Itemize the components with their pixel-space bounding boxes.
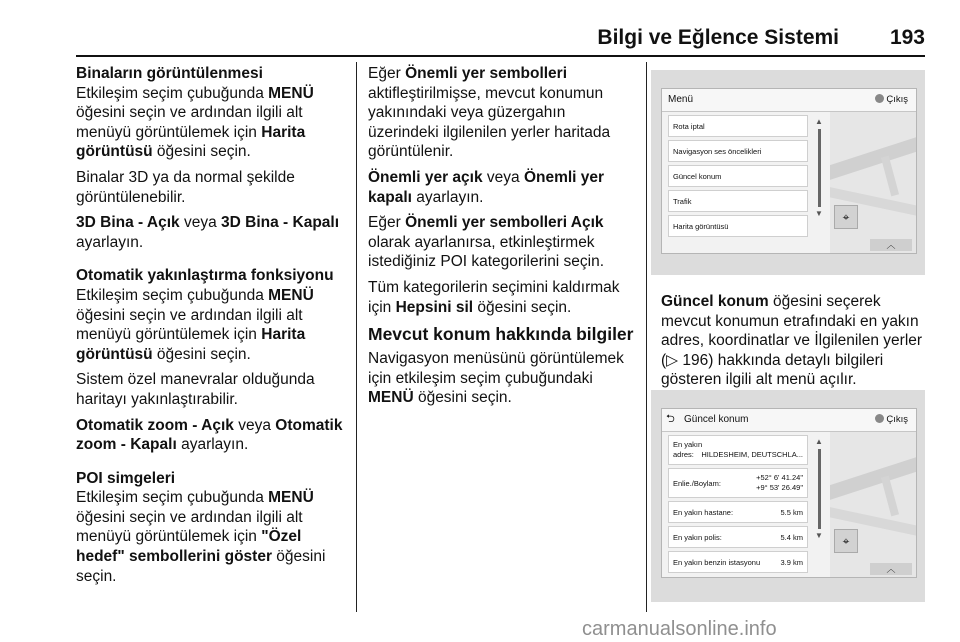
exit-icon: [875, 94, 884, 103]
scroll-thumb[interactable]: [818, 129, 821, 207]
list-item-police[interactable]: En yakın polis: 5.4 km: [668, 526, 808, 548]
paragraph: Güncel konum öğesini seçerek mevcut konumun etrafındaki en yakın adres, koordinatlar ve İlgilenilen yerler (▷ 196) hakkında detaylı bilgileri gösteren ilgili alt menü açılır.: [661, 293, 923, 389]
recenter-icon[interactable]: ⌖: [834, 205, 858, 229]
exit-icon: [875, 414, 884, 423]
screen-title-bar: [662, 409, 916, 432]
paragraph: Eğer Önemli yer sembolleri aktifleştirilmişse, mevcut konumun yakınındaki veya güzergahın üzerindeki ilgilenilen yerler haritada görüntülenir.: [368, 65, 611, 161]
back-icon[interactable]: ⮌: [666, 413, 675, 425]
paragraph: Önemli yer açık veya Önemli yer kapalı ayarlayın.: [368, 168, 605, 206]
watermark: carmanualsonline.info: [582, 618, 777, 640]
paragraph: Otomatik zoom - Açık veya Otomatik zoom - Kapalı ayarlayın.: [76, 416, 343, 454]
screen-title-bar: [662, 89, 916, 112]
column-divider-1: [356, 62, 357, 612]
menu-item-map-view[interactable]: Harita görüntüsü: [668, 215, 808, 237]
paragraph: Eğer Önemli yer sembolleri Açık olarak ayarlanırsa, etkinleştirmek istediğiniz POI kategorilerini seçin.: [368, 214, 605, 271]
paragraph: Navigasyon menüsünü görüntülemek için etkileşim seçim çubuğundaki MENÜ öğesini seçin.: [368, 350, 624, 407]
paragraph: 3D Bina - Açık veya 3D Bina - Kapalı ayarlayın.: [76, 214, 340, 251]
column-2: [368, 64, 636, 414]
scroll-down-icon[interactable]: ▼: [815, 209, 823, 218]
menu-item-voice-prefs[interactable]: Navigasyon ses öncelikleri: [668, 140, 808, 162]
scroll-down-icon[interactable]: ▼: [815, 531, 823, 541]
paragraph: Etkileşim seçim çubuğunda MENÜ öğesini seçin ve ardından ilgili alt menüyü görüntülemek için "Özel hedef" sembollerini göster öğesini seçin.: [76, 489, 326, 585]
page-number: 193: [889, 26, 925, 49]
chevron-up-icon[interactable]: ︿: [870, 239, 912, 251]
section-heading-autozoom: Otomatik yakınlaştırma fonksiyonu: [76, 267, 334, 285]
paragraph: Etkileşim seçim çubuğunda MENÜ öğesini seçin ve ardından ilgili alt menüyü görüntülemek için Harita görüntüsü öğesini seçin.: [76, 84, 314, 161]
screen-title: Güncel konum: [684, 414, 749, 425]
scrollbar[interactable]: [814, 437, 824, 571]
paragraph: Sistem özel manevralar olduğunda haritayı yakınlaştırabilir.: [76, 371, 315, 408]
chevron-up-icon[interactable]: ︿: [870, 563, 912, 575]
column-3: [661, 292, 929, 396]
exit-button[interactable]: Çıkış: [875, 414, 908, 425]
chapter-title: Bilgi ve Eğlence Sistemi: [597, 26, 839, 49]
page-reference-icon: ▷: [666, 351, 683, 369]
address-row[interactable]: En yakın adres: HILDESHEIM, DEUTSCHLA...: [668, 435, 808, 465]
infotainment-screen: [661, 88, 917, 254]
map-view[interactable]: [830, 112, 916, 253]
screenshot-menu: [651, 70, 925, 275]
infotainment-screen: [661, 408, 917, 578]
menu-item-current-location[interactable]: Güncel konum: [668, 165, 808, 187]
paragraph: Binalar 3D ya da normal şekilde görüntülenebilir.: [76, 168, 295, 206]
scroll-up-icon[interactable]: ▲: [815, 437, 823, 446]
menu-item-traffic[interactable]: Trafik: [668, 190, 808, 212]
column-1: [76, 64, 348, 592]
scrollbar[interactable]: [814, 117, 824, 247]
column-divider-2: [646, 62, 647, 612]
scroll-up-icon[interactable]: ▲: [815, 117, 823, 126]
map-road: [830, 122, 916, 185]
section-heading-poi: POI simgeleri: [76, 469, 176, 487]
section-heading-buildings: Binaların görüntülenmesi: [76, 65, 263, 82]
list-item-hospital[interactable]: En yakın hastane: 5.5 km: [668, 501, 808, 523]
paragraph: Etkileşim seçim çubuğunda MENÜ öğesini seçin ve ardından ilgili alt menüyü görüntülemek için Harita görüntüsü öğesini seçin.: [76, 286, 314, 363]
location-info-list: [668, 435, 808, 576]
map-road: [881, 476, 899, 517]
map-road: [881, 156, 899, 197]
paragraph: Tüm kategorilerin seçimini kaldırmak için Hepsini sil öğesini seçin.: [368, 278, 620, 316]
menu-list: [668, 115, 808, 240]
map-view[interactable]: [830, 432, 916, 577]
map-road: [830, 442, 916, 505]
scroll-thumb[interactable]: [818, 449, 821, 529]
list-item-gas-station[interactable]: En yakın benzin istasyonu 3.9 km: [668, 551, 808, 573]
header-divider: [76, 55, 925, 57]
screen-title: Menü: [668, 94, 694, 105]
coordinates-row[interactable]: Enlie./Boylam: +52° 6' 41.24" +9° 53' 26.49": [668, 468, 808, 498]
recenter-icon[interactable]: ⌖: [834, 529, 858, 553]
screenshot-current-location: [651, 390, 925, 602]
section-heading-current-location: Mevcut konum hakkında bilgiler: [368, 324, 634, 345]
menu-item-route-cancel[interactable]: Rota iptal: [668, 115, 808, 137]
page-header: [76, 26, 925, 50]
exit-button[interactable]: Çıkış: [875, 94, 908, 105]
